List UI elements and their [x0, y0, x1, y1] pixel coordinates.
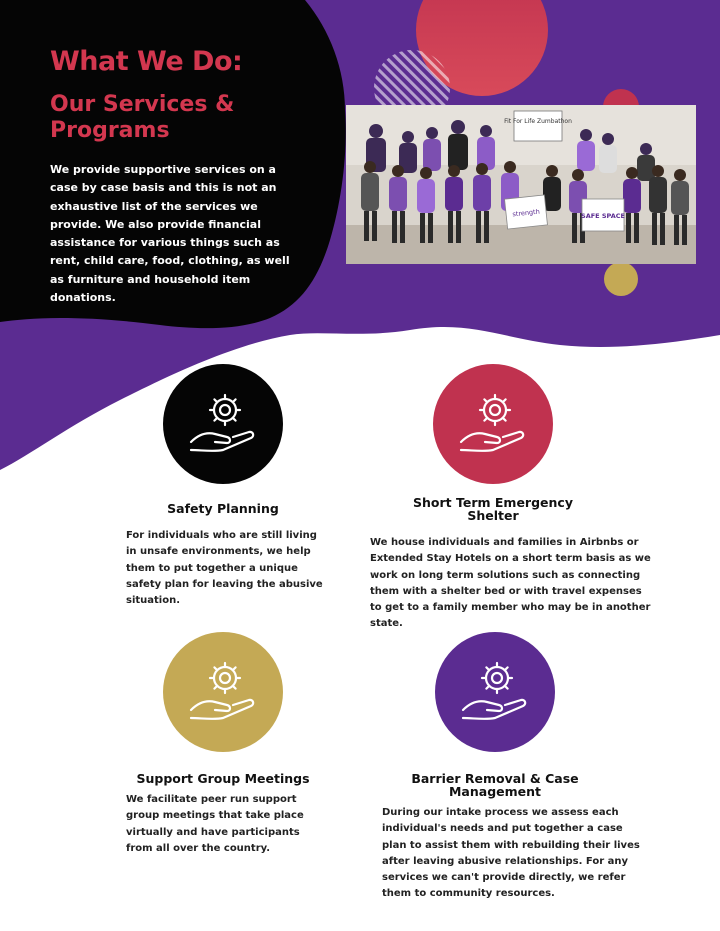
service-text-support-group: We facilitate peer run support group meetings that take place virtually and have participants from all over the country.	[126, 794, 304, 854]
service-title-case-management: Barrier Removal & Case Management	[411, 771, 579, 799]
page-subtitle: Our Services & Programs	[50, 92, 235, 143]
case-management-badge	[435, 632, 555, 752]
service-title-emergency-shelter: Short Term Emergency Shelter	[413, 495, 573, 523]
support-group-badge	[163, 632, 283, 752]
emergency-shelter-badge	[433, 364, 553, 484]
photo-sign-left: strength	[512, 207, 541, 219]
intro-text: We provide supportive services on a case by case basis and this is not an exhaustive list of the services we provide. We also provide financial assistance for various things such as rent, child care, food, clothing, as well as furniture and household item donations.	[50, 163, 290, 305]
service-text-emergency-shelter: We house individuals and families in Airbnbs or Extended Stay Hotels on a short term basis as we work on long term solutions such as connecting them with a shelter bed or with travel expenses to get to a family member who may be in another state.	[370, 537, 651, 630]
gear-hand-icon	[457, 392, 529, 456]
service-text-safety-planning: For individuals who are still living in unsafe environments, we help them to put together a unique safety plan for leaving the abusive situation.	[126, 530, 323, 607]
gold-dot	[604, 262, 638, 296]
service-title-support-group: Support Group Meetings	[136, 771, 310, 786]
gear-hand-icon	[459, 660, 531, 724]
group-photo	[346, 105, 696, 264]
gear-hand-icon	[187, 392, 259, 456]
photo-sign-right: SAFE SPACE	[581, 212, 625, 220]
page-title: What We Do:	[50, 46, 243, 77]
service-text-case-management: During our intake process we assess each individual's needs and put together a case plan to assist them with rebuilding their lives after leaving abusive relationships. For any services we can't provide directly, we refer them to community resources.	[382, 807, 640, 900]
service-title-safety-planning: Safety Planning	[167, 501, 279, 516]
gear-hand-icon	[187, 660, 259, 724]
safety-planning-badge	[163, 364, 283, 484]
photo-sign-top: Fit For Life Zumbathon	[504, 118, 572, 125]
